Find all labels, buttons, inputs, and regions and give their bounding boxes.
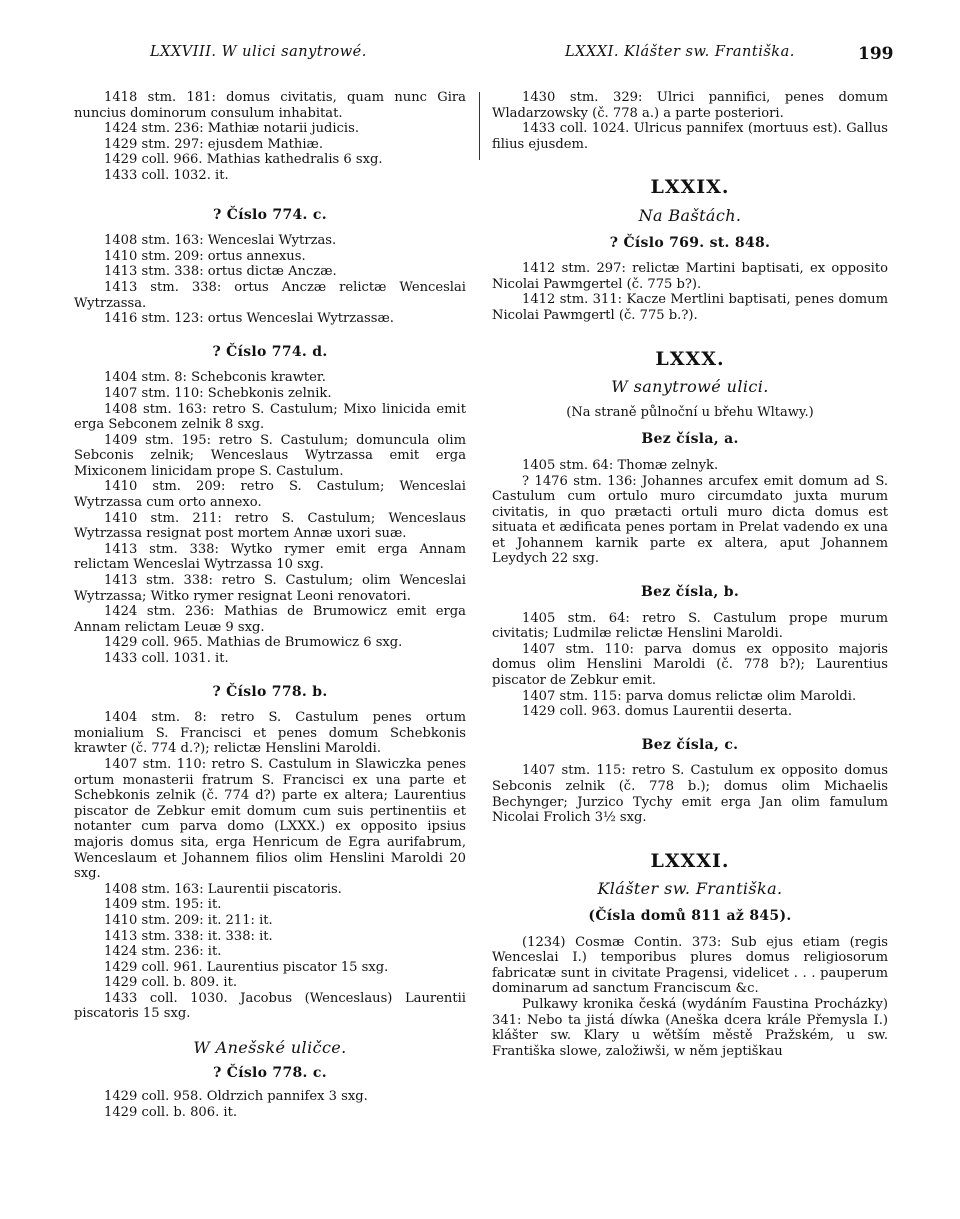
entry: 1409 stm. 195: retro S. Castulum; domuncula olim Sebconis zelnik; Wenceslaus Wytrzassa emit erga Mixiconem linicidam prope S. Castulum. [74, 432, 466, 479]
section-heading: ? Číslo 778. c. [213, 1064, 327, 1081]
section-heading: Bez čísla, b. [641, 584, 739, 601]
entry: 1424 stm. 236: Mathiæ notarii judicis. [104, 121, 359, 137]
entry: 1416 stm. 123: ortus Wenceslai Wytrzassæ. [104, 311, 394, 327]
entry: 1433 coll. 1030. Jacobus (Wenceslaus) Laurentii piscatoris 15 sxg. [74, 990, 466, 1022]
section-heading: Bez čísla, c. [641, 736, 739, 753]
entry: 1413 stm. 338: ortus Anczæ relictæ Wenceslai Wytrzassa. [74, 279, 466, 311]
entry: 1410 stm. 209: retro S. Castulum; Wenceslai Wytrzassa cum orto annexo. [74, 479, 466, 511]
entry: 1413 stm. 338: Wytko rymer emit erga Annam relictam Wenceslai Wytrzassa 10 sxg. [74, 541, 466, 573]
section-heading: ? Číslo 778. b. [212, 683, 328, 700]
running-header-left: LXXVIII. W ulici sanytrowé. [150, 44, 367, 60]
chapter-number: LXXX. [655, 347, 725, 370]
entry: 1424 stm. 236: it. [104, 944, 222, 960]
entry: 1429 coll. 966. Mathias kathedralis 6 sxg. [104, 152, 383, 168]
entry: 1430 stm. 329: Ulrici pannifici, penes domum Wladarzowsky (č. 778 a.) a parte posteriori. [492, 90, 888, 121]
entry: 1409 stm. 195: it. [104, 897, 222, 913]
entry: 1429 coll. b. 809. it. [104, 975, 238, 991]
entry: 1405 stm. 64: Thomæ zelnyk. [522, 457, 719, 473]
entry: 1413 stm. 338: it. 338: it. [104, 928, 273, 944]
entry: 1429 stm. 297: ejusdem Mathiæ. [104, 136, 324, 152]
entry: 1405 stm. 64: retro S. Castulum prope murum civitatis; Ludmilæ relictæ Henslini Maroldi. [492, 610, 888, 642]
entry: 1413 stm. 338: ortus dictæ Anczæ. [104, 264, 337, 280]
entry: 1433 coll. 1031. it. [104, 651, 229, 666]
entry: 1407 stm. 110: retro S. Castulum in Slawiczka penes ortum monasterii fratrum S. Francisci ex una parte et Schebkonis zelnik (č. 774 d?) parte ex altera; Laurentius piscator de Zebkur emit domum cum suis pertinentiis et notanter cum parva domo (LXXX.) ex opposito ipsius majoris domus sita, erga Henricum de Egra aurifabrum, Wenceslaum et Johannem filios olim Henslini Maroldi 20 sxg. [74, 756, 466, 882]
chapter-title: Na Baštách. [638, 205, 742, 225]
entry: 1429 coll. b. 806. it. [104, 1104, 238, 1120]
entry: 1407 stm. 110: Schebkonis zelnik. [104, 385, 332, 401]
section-heading: ? Číslo 769. st. 848. [609, 234, 771, 251]
running-header-right: LXXXI. Klášter sw. Františka. [565, 44, 795, 60]
entry: 1408 stm. 163: Wenceslai Wytrzas. [104, 233, 337, 249]
entry: 1413 stm. 338: retro S. Castulum; olim Wenceslai Wytrzassa; Witko rymer resignat Leoni renovatori. [74, 573, 466, 604]
entry: 1407 stm. 115: retro S. Castulum ex opposito domus Sebconis zelnik (č. 778 b.); domus olim Michaelis Bechynger; Jurzico Tychy emit erga Jan olim famulum Nicolai Frolich 3½ sxg. [492, 763, 888, 826]
section-subtitle: W Anešské uličce. [193, 1038, 347, 1058]
chapter-number: LXXXI. [650, 849, 730, 872]
section-heading: ? Číslo 774. d. [212, 343, 328, 360]
left-column [74, 90, 466, 1120]
entry: ? 1476 stm. 136: Johannes arcufex emit domum ad S. Castulum cum ortulo muro circumdato juxta murum civitatis, in quo prætacti ortuli muro dicta domus est situata et ædificata penes portam in Prelat vadendo ex una et Johannem karnik parte ex altera, aput Johannem Leydych 22 sxg. [492, 473, 888, 567]
section-heading: Bez čísla, a. [641, 431, 739, 448]
entry: 1404 stm. 8: retro S. Castulum penes ortum monialium S. Francisci et penes domum Schebkonis krawter (č. 774 d.?); relictæ Henslini Maroldi. [74, 710, 466, 757]
chapter-title: Klášter sw. Františka. [597, 879, 783, 899]
entry: Pulkawy kronika česká (wydáním Faustina Procházky) 341: Nebo ta jistá díwka (Aneška dcera krále Přemysla I.) klášter sw. Klary u wětším městě Pražském, u sw. Františka slowe, založiwši, w něm jeptiškau [492, 996, 888, 1059]
entry: 1407 stm. 110: parva domus ex opposito majoris domus olim Henslini Maroldi (č. 778 b?); Laurentius piscator de Zebkur emit. [492, 641, 888, 689]
entry: 1424 stm. 236: Mathias de Brumowicz emit erga Annam relictam Leuæ 9 sxg. [74, 604, 466, 635]
entry: 1408 stm. 163: Laurentii piscatoris. [104, 881, 342, 897]
entry: 1433 coll. 1024. Ulricus pannifex (mortuus est). Gallus filius ejusdem. [492, 121, 888, 152]
entry: 1412 stm. 311: Kacze Mertlini baptisati, penes domum Nicolai Pawmgertl (č. 775 b.?). [492, 292, 888, 323]
entry: 1404 stm. 8: Schebconis krawter. [104, 370, 326, 386]
chapter-number: LXXIX. [650, 176, 730, 199]
entry: 1410 stm. 209: it. 211: it. [104, 912, 273, 928]
section-heading: (Čísla domů 811 až 845). [588, 907, 792, 924]
page-number: 199 [858, 44, 894, 64]
entry: 1410 stm. 209: ortus annexus. [104, 248, 306, 264]
entry: 1407 stm. 115: parva domus relictæ olim Maroldi. [522, 688, 857, 704]
chapter-title: W sanytrowé ulici. [611, 377, 769, 397]
section-heading: ? Číslo 774. c. [213, 206, 327, 223]
right-column [492, 90, 888, 1059]
entry: 1418 stm. 181: domus civitatis, quam nunc Gira nuncius dominorum consulum inhabitat. [74, 90, 466, 121]
entry: 1412 stm. 297: relictæ Martini baptisati, ex opposito Nicolai Pawmgertel (č. 775 b?). [492, 261, 888, 292]
entry: 1429 coll. 965. Mathias de Brumowicz 6 sxg. [104, 635, 403, 651]
entry: 1429 coll. 961. Laurentius piscator 15 sxg. [104, 959, 389, 975]
entry: 1433 coll. 1032. it. [104, 167, 229, 183]
entry: 1429 coll. 958. Oldrzich pannifex 3 sxg. [104, 1089, 368, 1105]
entry: 1410 stm. 211: retro S. Castulum; Wenceslaus Wytrzassa resignat post mortem Annæ uxori suæ. [74, 510, 466, 542]
chapter-note: (Na straně půlnoční u břehu Wltawy.) [566, 404, 814, 420]
entry: 1408 stm. 163: retro S. Castulum; Mixo linicida emit erga Sebconem zelnik 8 sxg. [74, 401, 466, 433]
column-divider [479, 92, 480, 160]
entry: 1429 coll. 963. domus Laurentii deserta. [522, 704, 792, 720]
entry: (1234) Cosmæ Contin. 373: Sub ejus etiam (regis Wenceslai I.) temporibus plures domus religiosorum fabricatæ sunt in civitate Pragensi, videlicet . . . pauperum dominarum ad sanctum Franciscum &c. [492, 934, 888, 997]
